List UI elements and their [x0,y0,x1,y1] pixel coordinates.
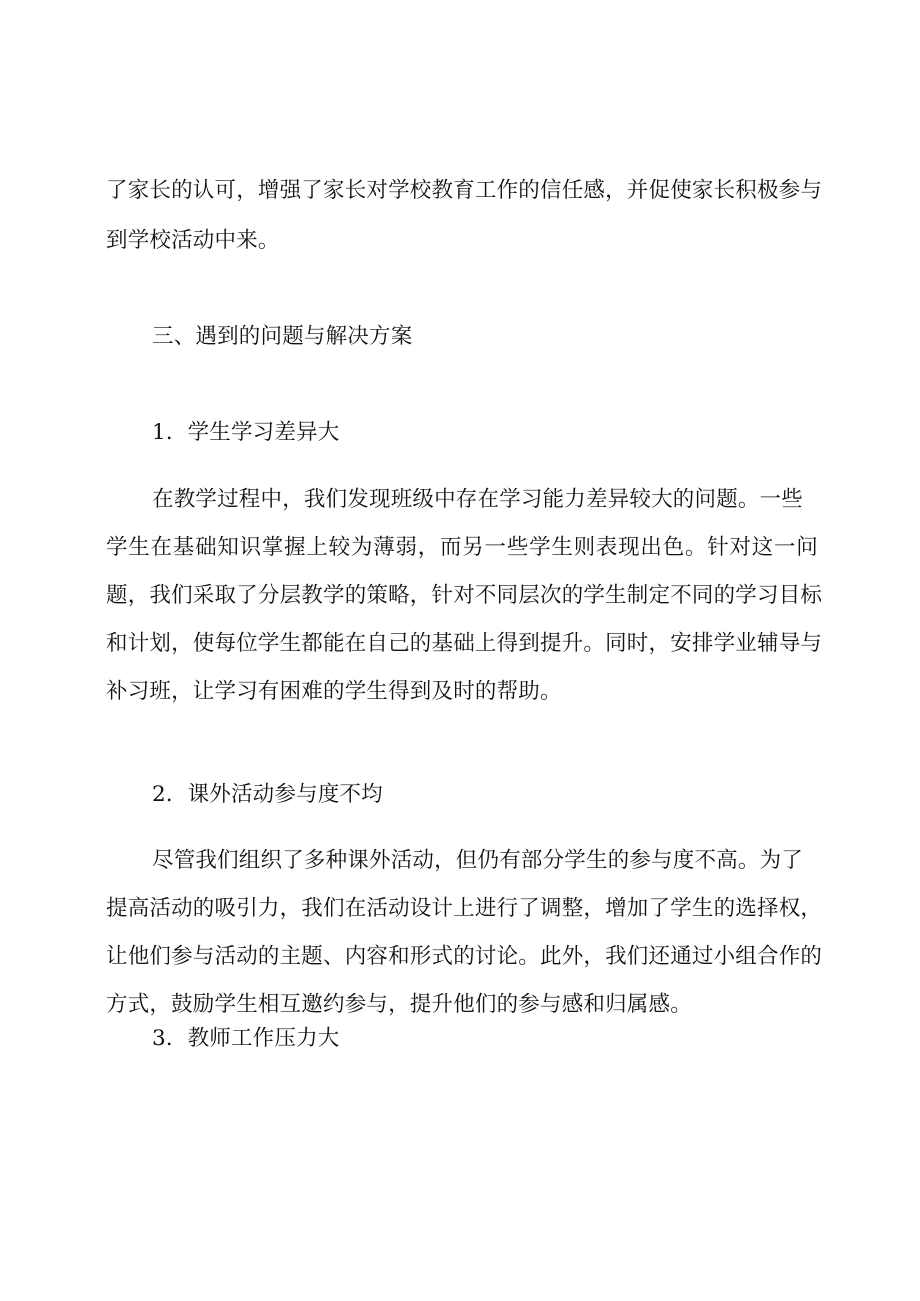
paragraph-line: 补习班，让学习有困难的学生得到及时的帮助。 [106,679,562,704]
item-heading-1: 1．学生学习差异大 [152,420,340,445]
item-heading-3: 3．教师工作压力大 [152,1026,340,1051]
paragraph-line: 了家长的认可，增强了家长对学校教育工作的信任感，并促使家长积极参与 [106,178,823,203]
paragraph-line: 提高活动的吸引力，我们在活动设计上进行了调整，增加了学生的选择权， [106,896,823,921]
paragraph-line: 和计划，使每位学生都能在自己的基础上得到提升。同时，安排学业辅导与 [106,631,823,656]
paragraph-line: 题，我们采取了分层教学的策略，针对不同层次的学生制定不同的学习目标 [106,583,823,608]
paragraph-line: 尽管我们组织了多种课外活动，但仍有部分学生的参与度不高。为了 [152,848,804,873]
paragraph-line: 在教学过程中，我们发现班级中存在学习能力差异较大的问题。一些 [152,487,804,512]
item-heading-2: 2．课外活动参与度不均 [152,782,383,807]
paragraph-line: 到学校活动中来。 [106,228,280,253]
paragraph-line: 方式，鼓励学生相互邀约参与，提升他们的参与感和归属感。 [106,992,692,1017]
paragraph-line: 学生在基础知识掌握上较为薄弱，而另一些学生则表现出色。针对这一问 [106,535,818,560]
paragraph-line: 让他们参与活动的主题、内容和形式的讨论。此外，我们还通过小组合作的 [106,944,823,969]
section-heading: 三、遇到的问题与解决方案 [152,324,413,349]
